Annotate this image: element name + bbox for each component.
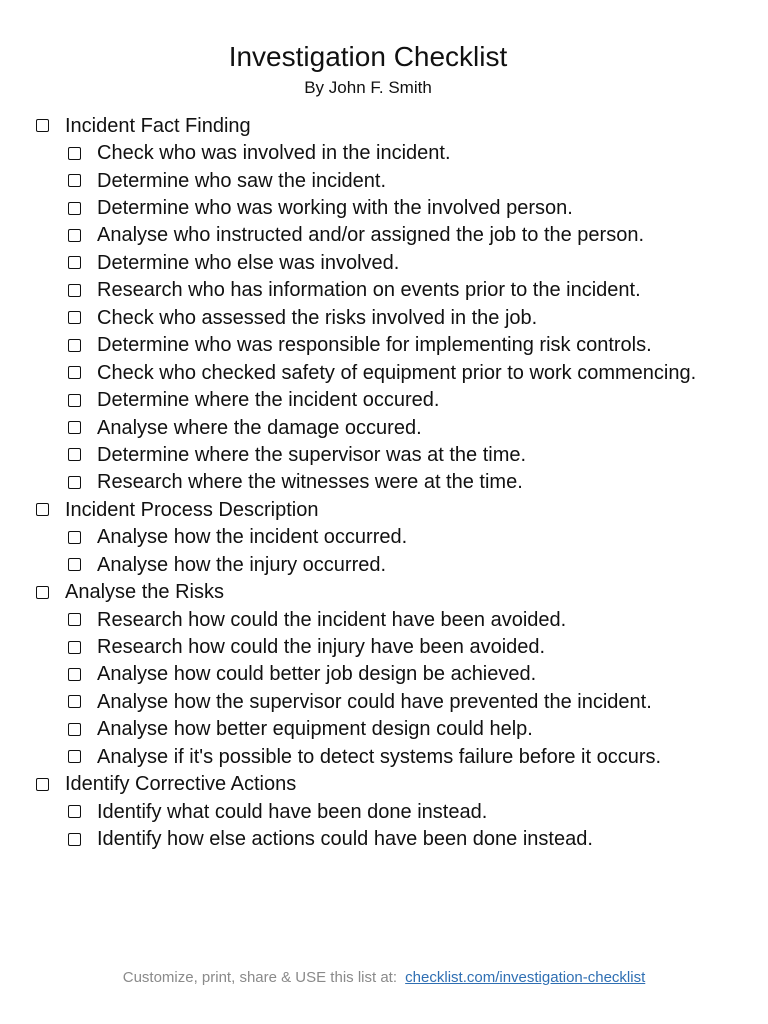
item-label: Check who checked safety of equipment prior to work commencing. (97, 361, 697, 384)
checklist-item (36, 386, 756, 413)
item-label: Determine where the incident occured. (97, 389, 440, 412)
checkbox[interactable] (68, 805, 81, 818)
checklist-item (36, 194, 756, 221)
checklist-item (36, 414, 756, 441)
checkbox[interactable] (68, 256, 81, 269)
item-label: Analyse where the damage occured. (97, 416, 422, 439)
section-label: Incident Fact Finding (65, 114, 251, 137)
checklist-item (36, 688, 756, 715)
section-label: Identify Corrective Actions (65, 773, 297, 796)
item-label: Analyse how could better job design be achieved. (97, 663, 537, 686)
checkbox[interactable] (68, 394, 81, 407)
checkbox[interactable] (68, 531, 81, 544)
item-label: Check who assessed the risks involved in the job. (97, 306, 538, 329)
checklist-item (36, 743, 756, 770)
checkbox[interactable] (68, 174, 81, 187)
checkbox[interactable] (36, 119, 49, 132)
item-label: Identify how else actions could have been done instead. (97, 828, 593, 851)
item-label: Analyse how the supervisor could have prevented the incident. (97, 690, 652, 713)
checklist-item (36, 441, 756, 468)
checklist-item (36, 716, 756, 743)
checklist-section (36, 771, 756, 798)
item-label: Analyse if it's possible to detect systems failure before it occurs. (97, 745, 662, 768)
item-label: Determine who else was involved. (97, 251, 400, 274)
item-label: Research how could the injury have been avoided. (97, 636, 546, 659)
checklist-item (36, 798, 756, 825)
item-label: Determine who was working with the involved person. (97, 197, 573, 220)
item-label: Analyse how the injury occurred. (97, 553, 387, 576)
checkbox[interactable] (68, 668, 81, 681)
item-label: Research who has information on events prior to the incident. (97, 279, 641, 302)
checkbox[interactable] (68, 202, 81, 215)
checkbox[interactable] (36, 503, 49, 516)
checkbox[interactable] (68, 476, 81, 489)
checkbox[interactable] (68, 613, 81, 626)
checkbox[interactable] (68, 641, 81, 654)
item-label: Analyse how the incident occurred. (97, 526, 408, 549)
checklist-item (36, 633, 756, 660)
checklist-item (36, 332, 756, 359)
checkbox[interactable] (36, 586, 49, 599)
checkbox[interactable] (68, 366, 81, 379)
checkbox[interactable] (36, 778, 49, 791)
checklist-item (36, 524, 756, 551)
checklist-item (36, 469, 756, 496)
checklist-item (36, 222, 756, 249)
checklist-item (36, 606, 756, 633)
checkbox[interactable] (68, 750, 81, 763)
checklist-item (36, 249, 756, 276)
checklist (36, 112, 756, 853)
checkbox[interactable] (68, 311, 81, 324)
item-label: Research where the witnesses were at the time. (97, 471, 523, 494)
checklist-item (36, 661, 756, 688)
checklist-item (36, 277, 756, 304)
checklist-item (36, 825, 756, 852)
checkbox[interactable] (68, 558, 81, 571)
item-label: Determine who was responsible for implementing risk controls. (97, 334, 652, 357)
item-label: Analyse how better equipment design could help. (97, 718, 533, 741)
footer-link[interactable]: checklist.com/investigation-checklist (405, 969, 646, 986)
checklist-item (36, 304, 756, 331)
checklist-item (36, 551, 756, 578)
page-author: By John F. Smith (304, 78, 432, 97)
checklist-item (36, 167, 756, 194)
footer (0, 968, 768, 988)
checklist-item (36, 359, 756, 386)
checkbox[interactable] (68, 833, 81, 846)
footer-text: Customize, print, share & USE this list at: (122, 969, 397, 986)
item-label: Determine where the supervisor was at the time. (97, 443, 527, 466)
item-label: Determine who saw the incident. (97, 169, 387, 192)
checkbox[interactable] (68, 339, 81, 352)
checkbox[interactable] (68, 229, 81, 242)
item-label: Analyse who instructed and/or assigned the job to the person. (97, 224, 645, 247)
checkbox[interactable] (68, 723, 81, 736)
item-label: Research how could the incident have been avoided. (97, 608, 567, 631)
item-label: Identify what could have been done instead. (97, 800, 488, 823)
checkbox[interactable] (68, 284, 81, 297)
page-title: Investigation Checklist (228, 41, 508, 72)
section-label: Analyse the Risks (65, 581, 224, 604)
checkbox[interactable] (68, 695, 81, 708)
checkbox[interactable] (68, 421, 81, 434)
checklist-item (36, 139, 756, 166)
checkbox[interactable] (68, 448, 81, 461)
item-label: Check who was involved in the incident. (97, 142, 451, 165)
checklist-section (36, 112, 756, 139)
checklist-section (36, 578, 756, 605)
checklist-section (36, 496, 756, 523)
section-label: Incident Process Description (65, 498, 319, 521)
checkbox[interactable] (68, 147, 81, 160)
